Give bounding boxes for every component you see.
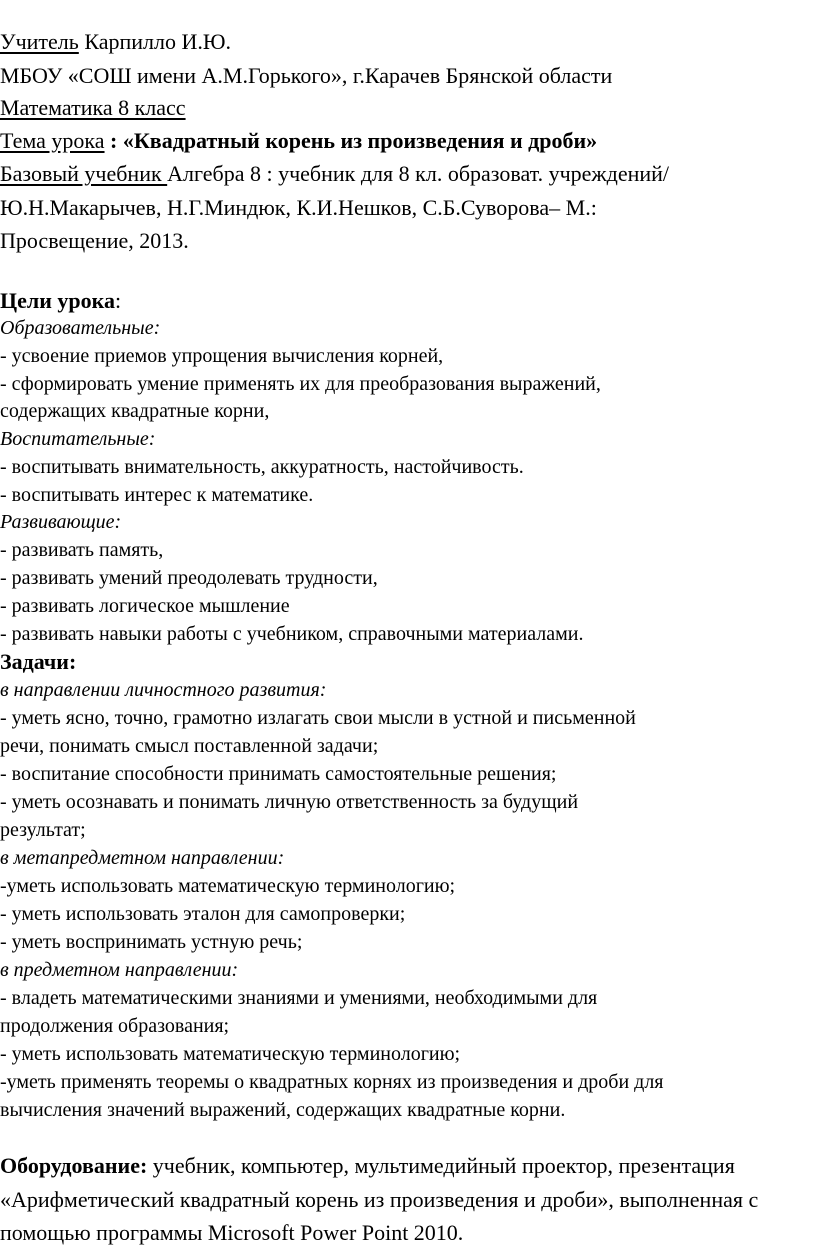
subject-direction-label: в предметном направлении: [0,959,239,981]
list-item: - усвоение приемов упрощения вычисления корней, [0,345,444,367]
list-item: -уметь использовать математическую терминологию; [0,875,456,897]
topic-title: «Квадратный корень из произведения и дроби» [117,128,598,153]
equipment-line-3: помощью программы Microsoft Power Point 2010. [0,1220,464,1245]
list-item: продолжения образования; [0,1015,230,1037]
list-item: вычисления значений выражений, содержащих квадратные корни. [0,1099,566,1121]
textbook-label: Базовый учебник [0,161,168,186]
teacher-line [0,28,231,56]
developing-label: Развивающие: [0,511,122,533]
educational-label: Образовательные: [0,317,161,339]
topic-label: Тема урока [0,128,105,153]
list-item: содержащих квадратные корни, [0,400,270,422]
tasks-heading: Задачи: [0,649,77,674]
list-item: - уметь осознавать и понимать личную ответственность за будущий [0,791,579,813]
list-item: - уметь использовать математическую терминологию; [0,1043,461,1065]
list-item: - владеть математическими знаниями и умениями, необходимыми для [0,987,598,1009]
list-item: - воспитывать внимательность, аккуратность, настойчивость. [0,456,524,478]
textbook-line-2: Ю.Н.Макарычев, Н.Г.Миндюк, К.И.Нешков, С.Б.Суворова– М.: [0,195,597,220]
list-item: - развивать логическое мышление [0,595,290,617]
personal-label: в направлении личностного развития: [0,679,327,701]
list-item: результат; [0,819,86,841]
topic-sep: : [104,128,118,153]
teacher-label: Учитель [0,29,79,54]
textbook-line-1 [0,160,669,188]
list-item: - развивать память, [0,539,164,561]
list-item: - уметь ясно, точно, грамотно излагать свои мысли в устной и письменной [0,707,636,729]
equipment-line-2: «Арифметический квадратный корень из произведения и дроби», выполненная с [0,1187,759,1212]
equipment-line-1: Оборудование: учебник, компьютер, мультимедийный проектор, презентация [0,1153,735,1178]
list-item: - уметь воспринимать устную речь; [0,931,303,953]
meta-label: в метапредметном направлении: [0,847,285,869]
goals-heading: Цели урока: [0,288,122,313]
subject-line: Математика 8 класс [0,95,186,120]
school-line: МБОУ «СОШ имени А.М.Горького», г.Карачев Брянской области [0,63,613,88]
textbook-line-3: Просвещение, 2013. [0,228,189,253]
list-item: - воспитывать интерес к математике. [0,484,314,506]
equipment-label: Оборудование: [0,1153,148,1178]
teacher-name: Карпилло И.Ю. [78,29,231,54]
textbook-text-1: Алгебра 8 : учебник для 8 кл. образоват. учреждений/ [167,161,670,186]
list-item: - развивать умений преодолевать трудности, [0,567,378,589]
list-item: -уметь применять теоремы о квадратных корнях из произведения и дроби для [0,1071,664,1093]
list-item: речи, понимать смысл поставленной задачи; [0,735,379,757]
list-item: - воспитание способности принимать самостоятельные решения; [0,763,557,785]
topic-line [0,127,597,155]
upbringing-label: Воспитательные: [0,428,156,450]
list-item: - уметь использовать эталон для самопроверки; [0,903,406,925]
list-item: - развивать навыки работы с учебником, справочными материалами. [0,623,584,645]
list-item: - сформировать умение применять их для преобразования выражений, [0,373,601,395]
